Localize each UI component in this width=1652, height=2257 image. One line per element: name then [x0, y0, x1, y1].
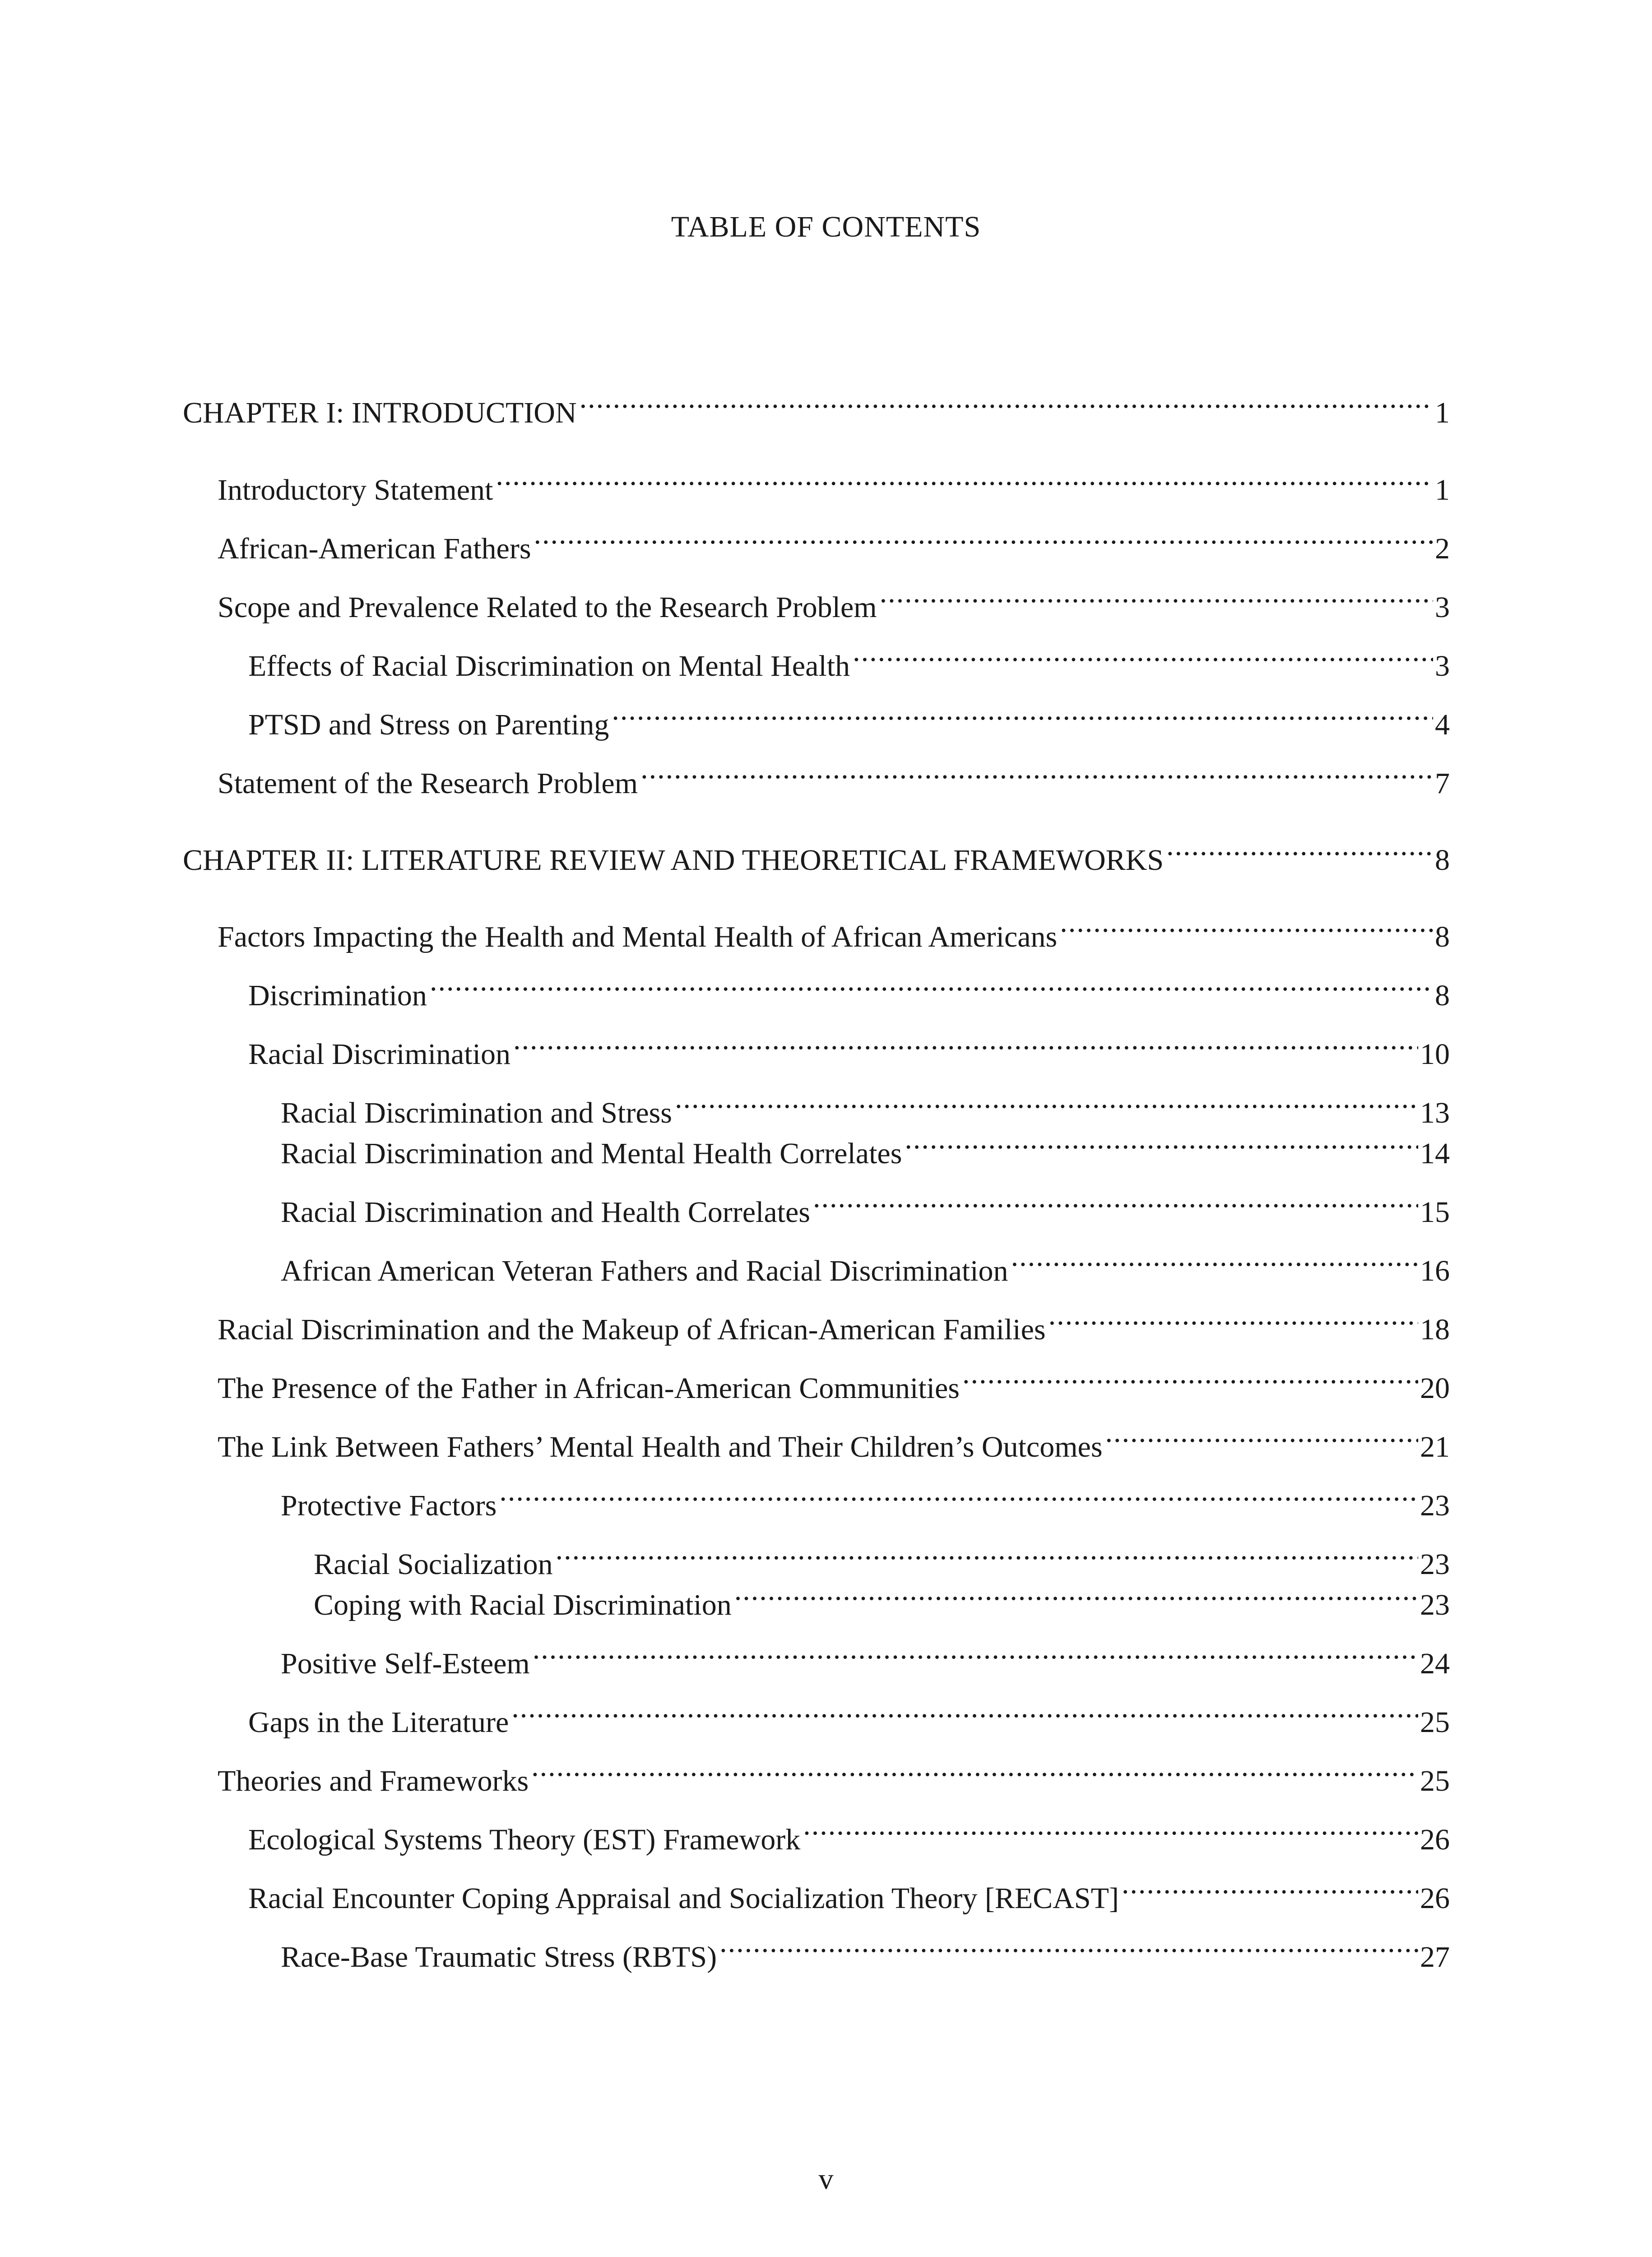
toc-entry-recast[interactable]	[248, 1872, 1450, 1915]
toc-entry-label: Introductory Statement	[218, 474, 493, 506]
dot-leader	[533, 1637, 1418, 1673]
dot-leader	[1122, 1872, 1418, 1908]
toc-entry-label: Factors Impacting the Health and Mental Health of African Americans	[218, 920, 1058, 953]
toc-entry-label: The Link Between Fathers’ Mental Health and Their Children’s Outcomes	[218, 1430, 1103, 1463]
toc-entry-ecological-systems-theory[interactable]	[248, 1813, 1450, 1856]
toc-entry-mental-health-correlates[interactable]	[281, 1127, 1450, 1170]
toc-entry-label: PTSD and Stress on Parenting	[248, 708, 609, 741]
toc-entry-page: 1	[1435, 396, 1450, 429]
dot-leader	[556, 1538, 1418, 1574]
toc-entry-label: African American Veteran Fathers and Racial Discrimination	[281, 1254, 1008, 1287]
toc-entry-african-american-fathers[interactable]	[218, 522, 1450, 565]
dot-leader	[430, 969, 1433, 1005]
dot-leader	[580, 386, 1433, 423]
dot-leader	[813, 1186, 1418, 1222]
toc-entry-page: 7	[1435, 767, 1450, 800]
toc-entry-chapter-1[interactable]	[183, 386, 1450, 429]
dot-leader	[640, 757, 1433, 793]
toc-entry-fathers-mental-health-link[interactable]	[218, 1421, 1450, 1463]
toc-entry-label: Ecological Systems Theory (EST) Framework	[248, 1823, 801, 1856]
toc-entry-label: Racial Socialization	[314, 1548, 553, 1581]
toc-entry-label: Racial Discrimination and Health Correlates	[281, 1196, 810, 1229]
toc-entry-protective-factors[interactable]	[281, 1479, 1450, 1522]
toc-entry-page: 18	[1420, 1313, 1450, 1346]
dot-leader	[513, 1028, 1418, 1064]
toc-entry-label: Effects of Racial Discrimination on Mental Health	[248, 650, 850, 683]
toc-entry-page: 3	[1435, 650, 1450, 683]
toc-entry-label: Scope and Prevalence Related to the Research Problem	[218, 591, 877, 624]
dot-leader	[1011, 1245, 1418, 1281]
dot-leader	[905, 1127, 1418, 1163]
toc-entry-label: Racial Discrimination and Mental Health Correlates	[281, 1137, 902, 1170]
toc-entry-label: Racial Discrimination and the Makeup of African-American Families	[218, 1313, 1046, 1346]
dot-leader	[734, 1579, 1418, 1615]
dot-leader	[1105, 1421, 1418, 1457]
toc-entry-label: Coping with Racial Discrimination	[314, 1588, 732, 1621]
toc-entry-label: Gaps in the Literature	[248, 1706, 509, 1739]
toc-entry-discrimination[interactable]	[248, 969, 1450, 1012]
toc-entry-label: CHAPTER II: LITERATURE REVIEW AND THEORETICAL FRAMEWORKS	[183, 844, 1164, 877]
toc-entry-factors-impacting-health[interactable]	[218, 910, 1450, 953]
toc-entry-label: Statement of the Research Problem	[218, 767, 638, 800]
page-title: TABLE OF CONTENTS	[671, 210, 981, 243]
toc-entry-positive-self-esteem[interactable]	[281, 1637, 1450, 1680]
toc-entry-page: 26	[1420, 1823, 1450, 1856]
dot-leader	[1166, 834, 1433, 870]
dot-leader	[962, 1362, 1418, 1398]
toc-entry-theories-and-frameworks[interactable]	[218, 1755, 1450, 1797]
toc-entry-page: 27	[1420, 1941, 1450, 1974]
toc-entry-page: 23	[1420, 1588, 1450, 1621]
toc-entry-racial-socialization[interactable]	[314, 1538, 1450, 1581]
toc-entry-page: 20	[1420, 1372, 1450, 1405]
toc-entry-chapter-2[interactable]	[183, 834, 1450, 877]
toc-entry-coping[interactable]	[314, 1579, 1450, 1621]
toc-entry-page: 15	[1420, 1196, 1450, 1229]
dot-leader	[531, 1755, 1418, 1791]
toc-entry-label: Discrimination	[248, 979, 427, 1012]
toc-entry-scope-and-prevalence[interactable]	[218, 581, 1450, 624]
dot-leader	[499, 1479, 1418, 1515]
toc-entry-page: 24	[1420, 1647, 1450, 1680]
toc-entry-effects-of-racial-discrimination[interactable]	[248, 640, 1450, 683]
toc-entry-page: 1	[1435, 474, 1450, 506]
toc-entry-page: 25	[1420, 1765, 1450, 1797]
toc-entry-page: 23	[1420, 1548, 1450, 1581]
dot-leader	[675, 1087, 1418, 1123]
dot-leader	[511, 1696, 1418, 1732]
toc-entry-label: The Presence of the Father in African-American Communities	[218, 1372, 960, 1405]
toc-entry-presence-of-father[interactable]	[218, 1362, 1450, 1405]
toc-entry-label: Protective Factors	[281, 1489, 497, 1522]
toc-entry-page: 3	[1435, 591, 1450, 624]
dot-leader	[853, 640, 1433, 676]
dot-leader	[1049, 1303, 1418, 1339]
toc-entry-rbts[interactable]	[281, 1931, 1450, 1974]
toc-entry-page: 8	[1435, 920, 1450, 953]
toc-entry-racial-discrimination[interactable]	[248, 1028, 1450, 1071]
dot-leader	[803, 1813, 1418, 1849]
dot-leader	[496, 464, 1433, 500]
dot-leader	[612, 698, 1433, 734]
dot-leader	[534, 522, 1433, 558]
toc-entry-makeup-of-families[interactable]	[218, 1303, 1450, 1346]
toc-entry-gaps-in-literature[interactable]	[248, 1696, 1450, 1739]
toc-entry-label: African-American Fathers	[218, 532, 531, 565]
toc-entry-label: Positive Self-Esteem	[281, 1647, 530, 1680]
toc-entry-label: Racial Encounter Coping Appraisal and Socialization Theory [RECAST]	[248, 1882, 1119, 1915]
toc-entry-page: 13	[1420, 1096, 1450, 1129]
toc-entry-ptsd-and-stress[interactable]	[248, 698, 1450, 741]
toc-entry-page: 16	[1420, 1254, 1450, 1287]
toc-entry-veteran-fathers[interactable]	[281, 1245, 1450, 1287]
toc-entry-racial-discrimination-and-stress[interactable]	[281, 1087, 1450, 1129]
dot-leader	[719, 1931, 1418, 1967]
toc-entry-page: 25	[1420, 1706, 1450, 1739]
toc-entry-health-correlates[interactable]	[281, 1186, 1450, 1229]
toc-entry-page: 14	[1420, 1137, 1450, 1170]
toc-entry-page: 26	[1420, 1882, 1450, 1915]
toc-entry-statement-of-research-problem[interactable]	[218, 757, 1450, 800]
dot-leader	[1060, 910, 1433, 947]
toc-entry-page: 2	[1435, 532, 1450, 565]
toc-entry-page: 21	[1420, 1430, 1450, 1463]
toc-entry-label: Racial Discrimination	[248, 1038, 511, 1071]
dot-leader	[880, 581, 1433, 617]
toc-entry-label: Race-Base Traumatic Stress (RBTS)	[281, 1941, 717, 1974]
toc-entry-label: Racial Discrimination and Stress	[281, 1096, 672, 1129]
toc-entry-label: Theories and Frameworks	[218, 1765, 529, 1797]
toc-entry-page: 23	[1420, 1489, 1450, 1522]
toc-entry-introductory-statement[interactable]	[218, 464, 1450, 506]
toc-entry-page: 8	[1435, 844, 1450, 877]
toc-entry-page: 10	[1420, 1038, 1450, 1071]
toc-entry-page: 4	[1435, 708, 1450, 741]
toc-entry-page: 8	[1435, 979, 1450, 1012]
page-number: v	[818, 2163, 834, 2196]
toc-entry-label: CHAPTER I: INTRODUCTION	[183, 396, 577, 429]
